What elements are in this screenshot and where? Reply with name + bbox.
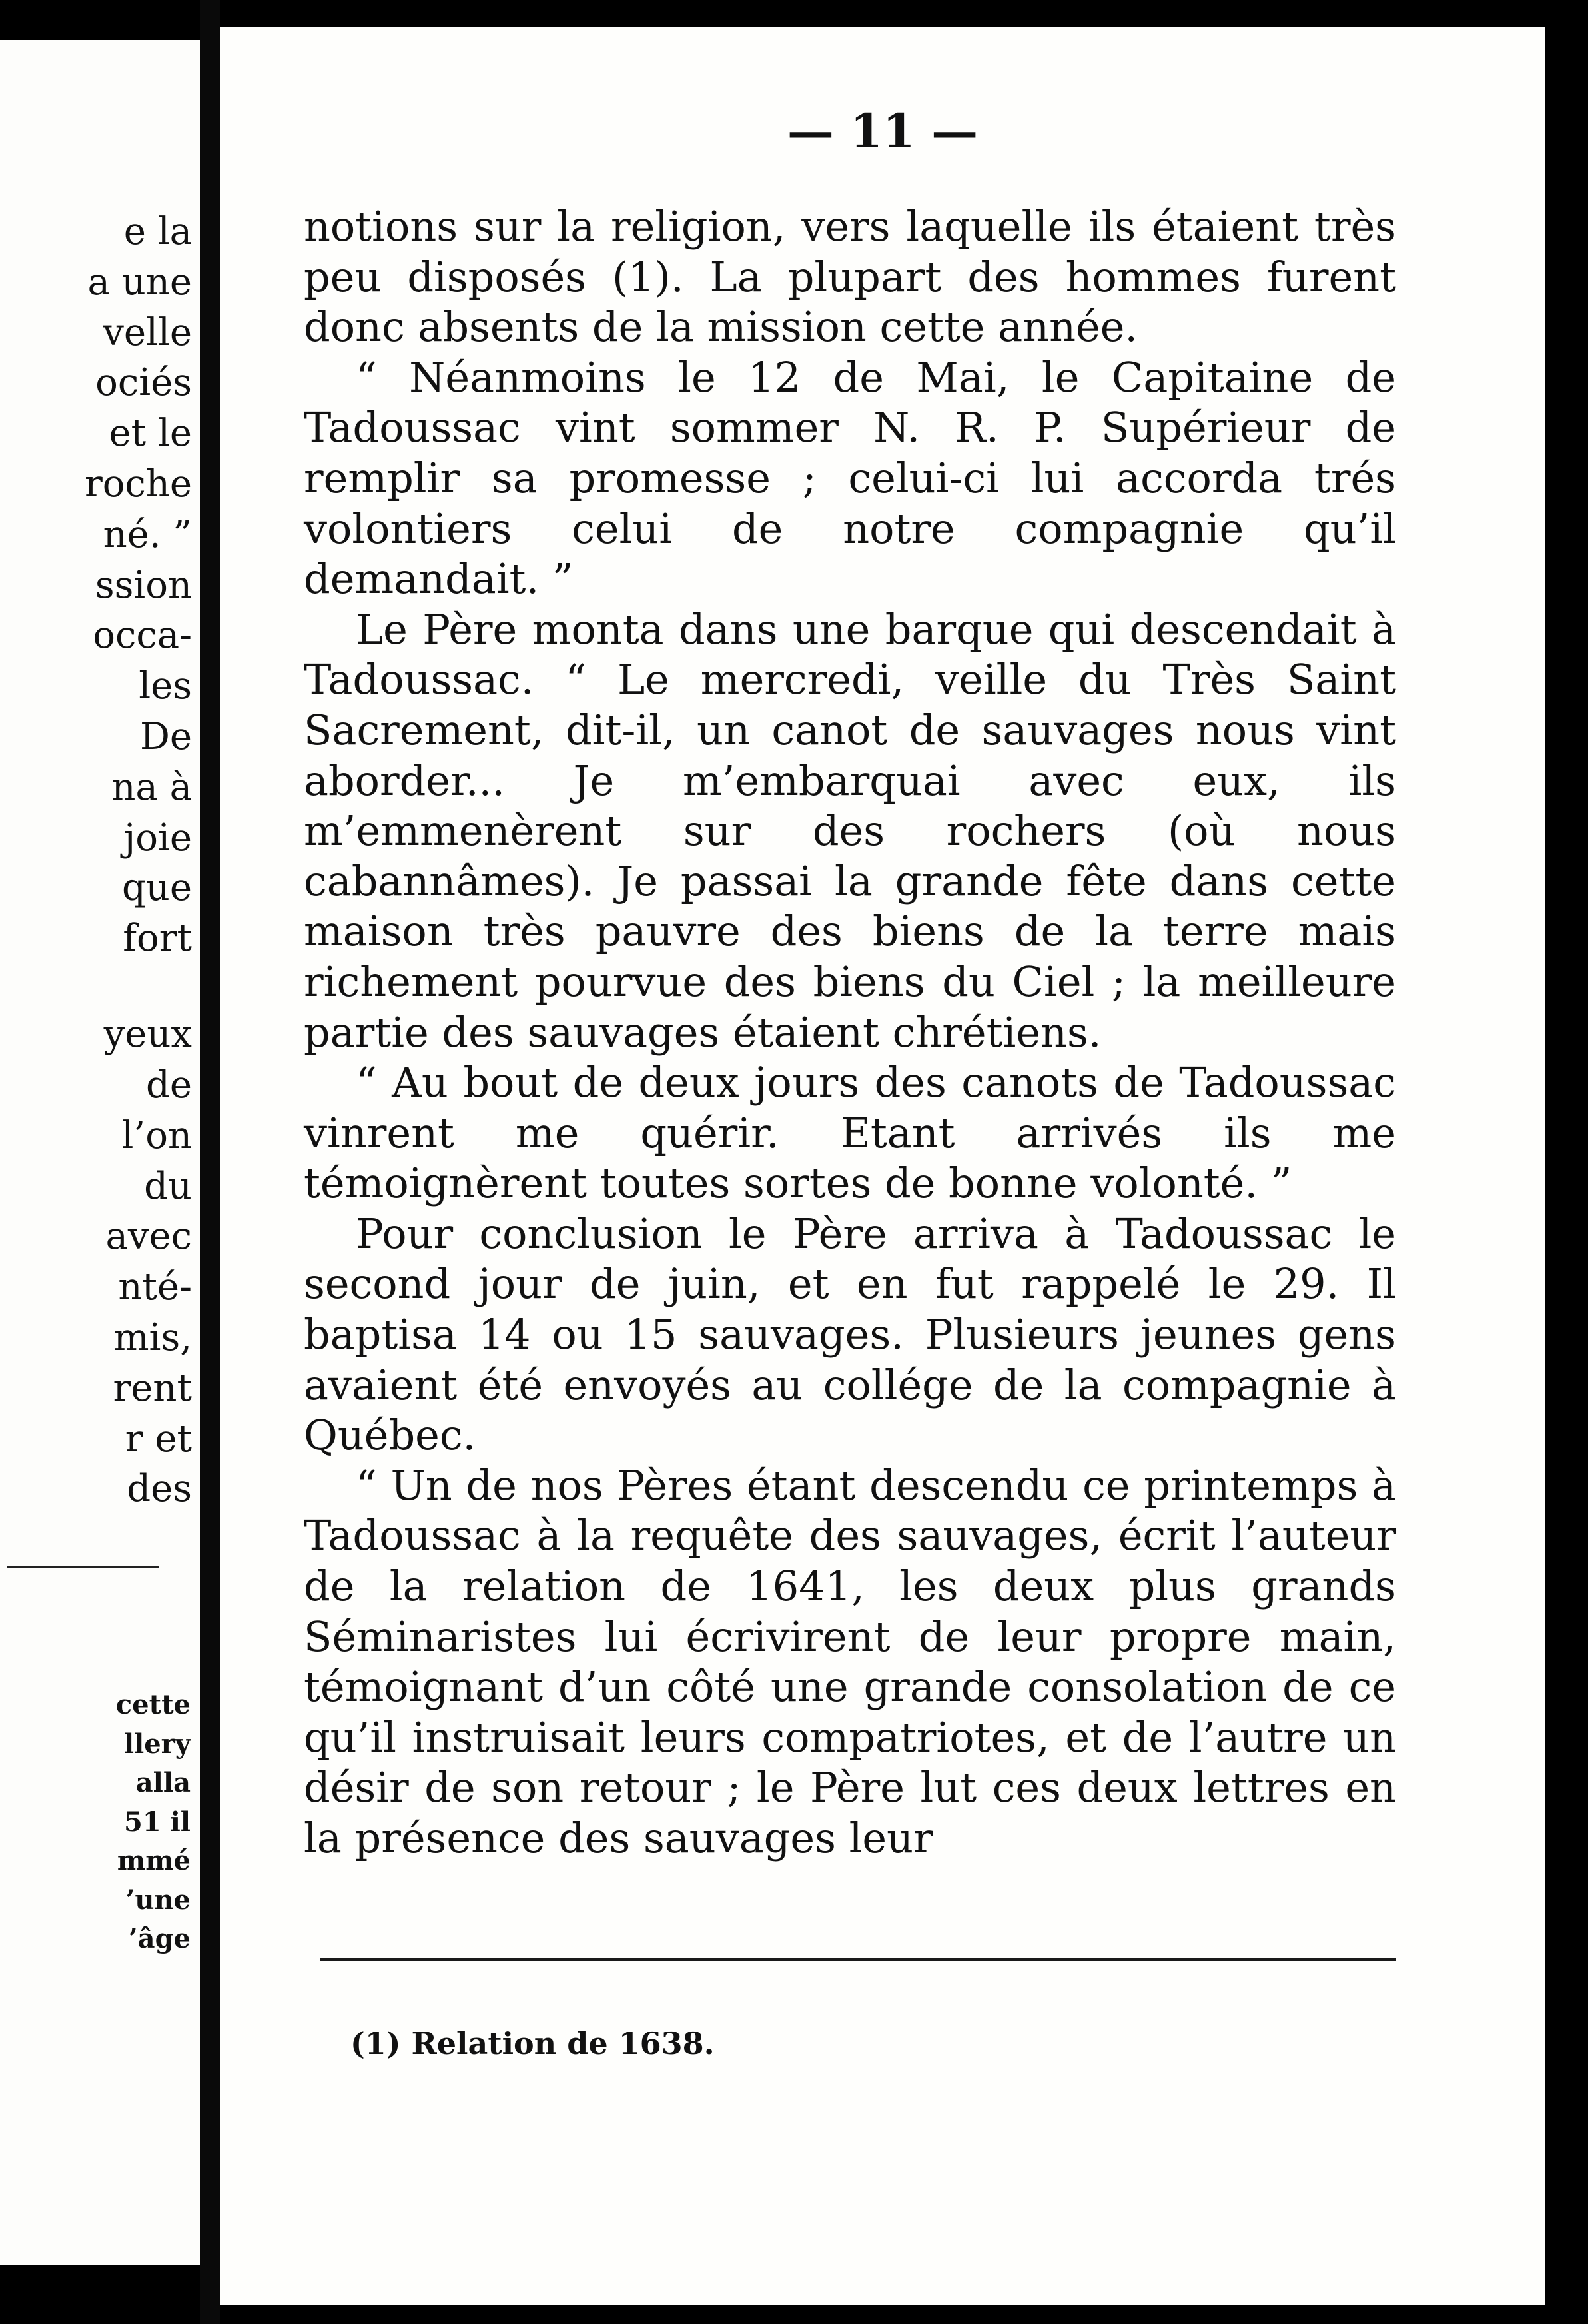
left-page-fragment-line: velle [103,310,192,354]
left-page-footnote-line: alla [135,1767,191,1798]
left-page-footnote-line: 51 il [124,1806,191,1838]
left-page-fragment-line: mis, [113,1316,192,1360]
left-page-fragment-line: et le [109,412,192,456]
paragraph: Pour conclusion le Père arriva à Tadoussac le second jour de juin, et en fut rappelé le 29. Il baptisa 14 ou 15 sauvages. Plusieurs jeunes gens avaient été envoyés au collége de la compagnie à Québec. [304,1209,1396,1460]
paragraph: Le Père monta dans une barque qui descendait à Tadoussac. “ Le mercredi, veille du Très Saint Sacrement, dit-il, un canot de sauvages nous vint aborder... Je m’embarquai avec eux, ils m’emmenèrent sur des rochers (où nous cabannâmes). Je passai la grande fête dans cette maison très pauvre des biens de la terre mais richement pourvue des biens du Ciel ; la meilleure partie des sauvages étaient chrétiens. [304,604,1396,1057]
left-page-fragment-line: r et [125,1417,192,1460]
left-page-fragment-line: né. ” [103,512,192,556]
left-page-footnote-line: llery [123,1728,191,1760]
paragraph: “ Au bout de deux jours des canots de Tadoussac vinrent me quérir. Etant arrivés ils me témoignèrent toutes sortes de bonne volonté. ” [304,1058,1396,1208]
left-page-fragment-line: des [127,1467,192,1511]
left-page-fragment-line: De [139,715,192,758]
page-body [304,201,1396,1864]
footnote-rule [320,1958,1396,1961]
left-page-fragment-line: na à [111,765,192,809]
left-page-footnote-rule [7,1566,159,1568]
left-page-fragment-line: e la [123,210,192,253]
left-page-fragment-line: rent [113,1366,192,1410]
left-page-footnote-line: mmé [117,1845,191,1876]
right-page [220,27,1545,2305]
left-page-fragment-line: occa- [93,614,192,658]
left-page-fragment-line: nté- [118,1265,192,1309]
paragraph: “ Un de nos Pères étant descendu ce printemps à Tadoussac à la requête des sauvages, écrit l’auteur de la relation de 1641, les deux plus grands Séminaristes lui écrivirent de leur propre main, témoignant d’un côté une grande consolation de ce qu’il instruisait leurs compatriotes, et de l’autre un désir de son retour ; le Père lut ces deux lettres en la présence des sauvages leur [304,1460,1396,1862]
left-page-fragment-line: les [139,664,192,708]
left-page-fragment-line: l’on [121,1113,192,1157]
left-page-fragment-line: fort [123,917,192,961]
left-page-fragment-line: a une [87,260,192,304]
left-page-fragment-line: du [144,1164,192,1208]
footnote: (1) Relation de 1638. [350,2026,715,2061]
left-page-fragment-line: joie [123,816,192,860]
left-page-fragment-line: yeux [103,1013,192,1057]
left-page-fragment-line: avec [105,1215,192,1259]
book-gutter [200,0,220,2324]
left-page-footnote-line: cette [115,1689,191,1720]
left-page-fragment-line: ociés [95,361,192,405]
paragraph: notions sur la religion, vers laquelle ils étaient très peu disposés (1). La plupart des hommes furent donc absents de la mission cette année. [304,202,1396,352]
left-page-footnote-line: ’âge [128,1923,191,1954]
left-page-fragment-line: ssion [95,563,192,607]
left-page-fragment-line: roche [84,462,192,506]
left-page-fragment [0,40,200,2265]
paragraph: “ Néanmoins le 12 de Mai, le Capitaine de Tadoussac vint sommer N. R. P. Supérieur de remplir sa promesse ; celui-ci lui accorda trés volontiers celui de notre compagnie qu’il demandait. ” [304,352,1396,604]
left-page-footnote-line: ’une [125,1884,191,1916]
left-page-fragment-line: de [146,1063,192,1107]
left-page-fragment-line: que [121,866,192,910]
page-number: — 11 — [787,103,979,159]
